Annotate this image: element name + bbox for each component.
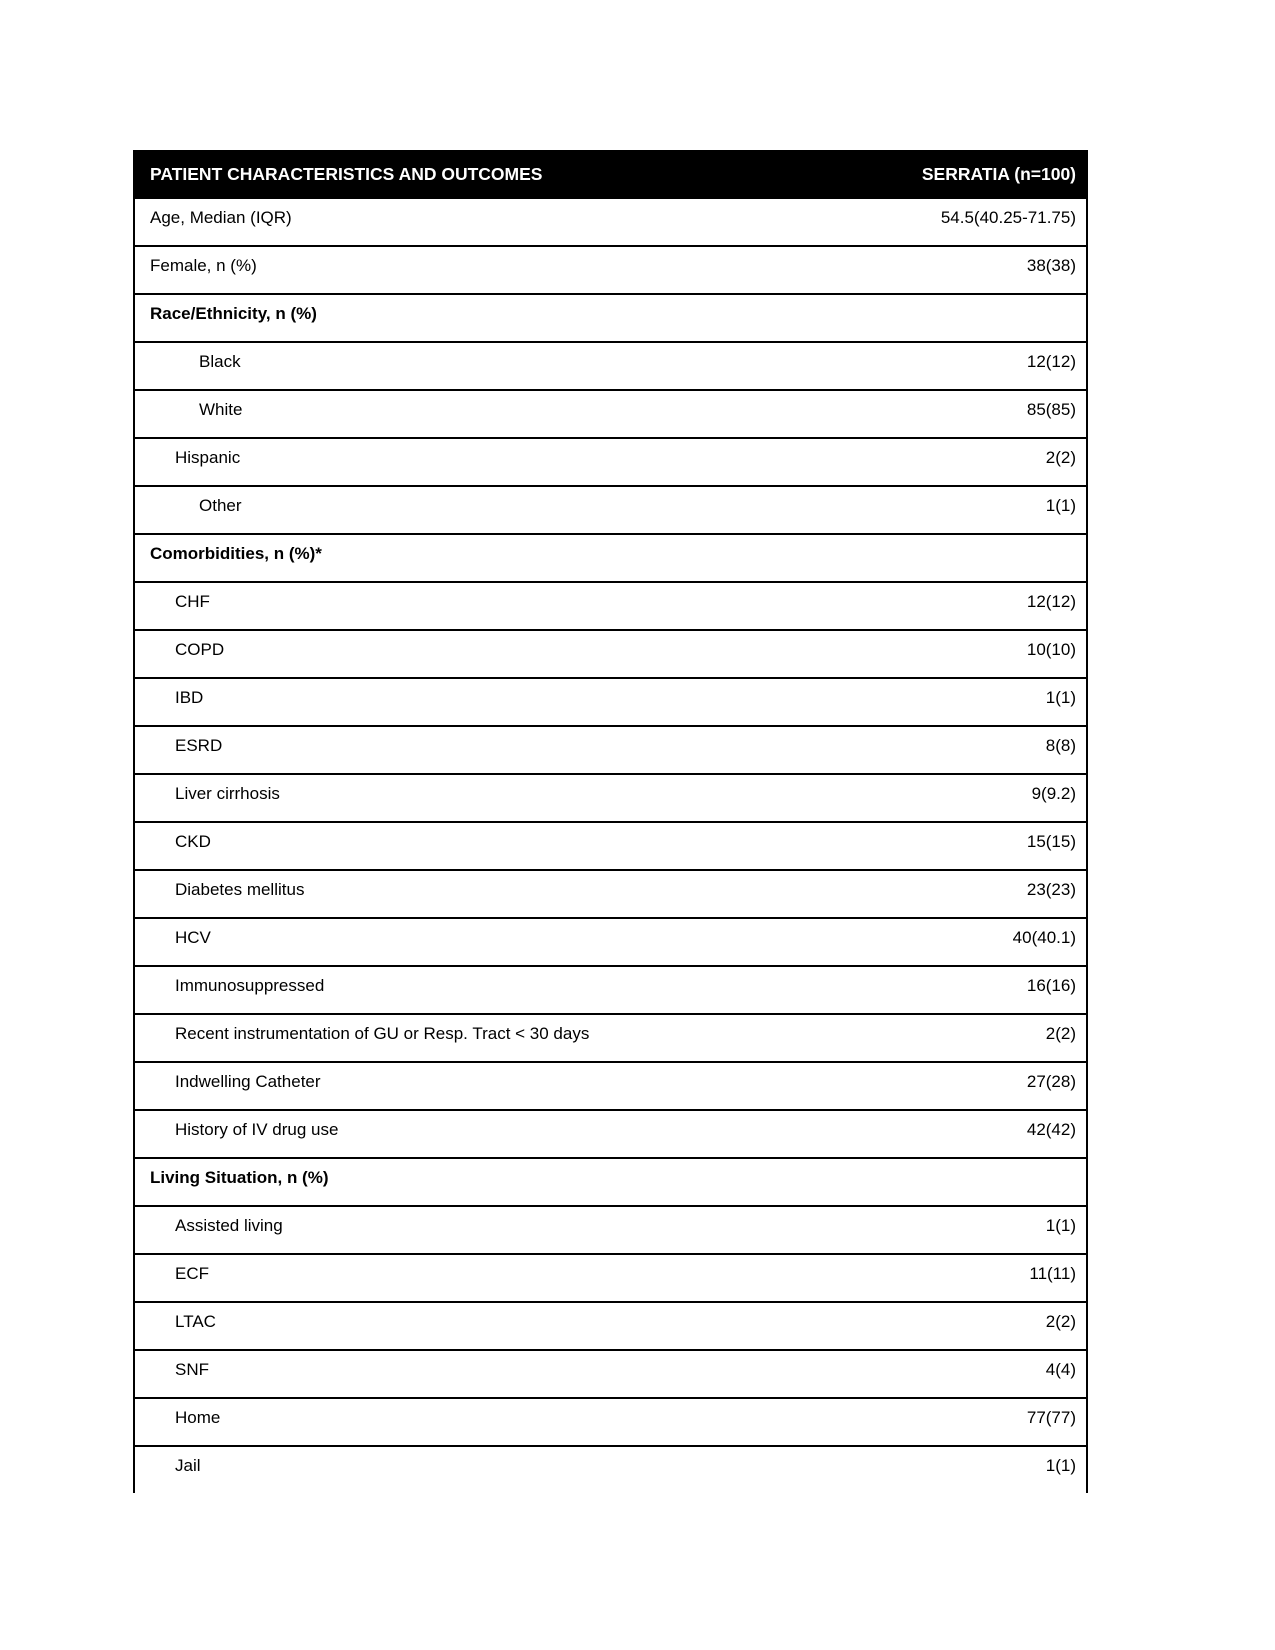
row-value: 77(77) xyxy=(1026,1408,1076,1427)
table-row xyxy=(135,1301,1086,1349)
row-value: 12(12) xyxy=(1026,352,1076,371)
row-value: 16(16) xyxy=(1026,976,1076,995)
table-row xyxy=(135,245,1086,293)
row-label: Black xyxy=(199,352,241,371)
table-row xyxy=(135,581,1086,629)
row-label: Diabetes mellitus xyxy=(175,880,305,899)
row-value: 12(12) xyxy=(1026,592,1076,611)
table-row xyxy=(135,437,1086,485)
table-row xyxy=(135,917,1086,965)
row-label: Comorbidities, n (%)* xyxy=(150,544,322,563)
row-label: CKD xyxy=(175,832,211,851)
row-label: Female, n (%) xyxy=(150,256,257,275)
row-value: 2(2) xyxy=(1045,1312,1076,1331)
row-label: SNF xyxy=(175,1360,209,1379)
row-value: 2(2) xyxy=(1045,1024,1076,1043)
row-value: 85(85) xyxy=(1026,400,1076,419)
row-label: CHF xyxy=(175,592,210,611)
row-value: 27(28) xyxy=(1026,1072,1076,1091)
row-value: 8(8) xyxy=(1045,736,1076,755)
table-row xyxy=(135,1397,1086,1445)
table-row xyxy=(135,1013,1086,1061)
table-row xyxy=(135,965,1086,1013)
table-row xyxy=(135,485,1086,533)
table-header-row xyxy=(135,152,1086,197)
row-value: 10(10) xyxy=(1026,640,1076,659)
table-row xyxy=(135,677,1086,725)
row-value: 40(40.1) xyxy=(1012,928,1076,947)
row-label: IBD xyxy=(175,688,204,707)
table-row xyxy=(135,1205,1086,1253)
row-value: 1(1) xyxy=(1045,1216,1076,1235)
table-row xyxy=(135,1157,1086,1205)
table-header-group-column: SERRATIA (n=100) xyxy=(921,164,1076,184)
row-label: Other xyxy=(199,496,242,515)
table-row xyxy=(135,1109,1086,1157)
row-label: ESRD xyxy=(175,736,223,755)
row-label: History of IV drug use xyxy=(175,1120,339,1139)
row-label: COPD xyxy=(175,640,225,659)
row-value: 23(23) xyxy=(1026,880,1076,899)
row-label: Recent instrumentation of GU or Resp. Tract < 30 days xyxy=(175,1024,590,1043)
table-row xyxy=(135,725,1086,773)
row-value: 4(4) xyxy=(1045,1360,1076,1379)
table-row xyxy=(135,341,1086,389)
row-label: Age, Median (IQR) xyxy=(150,208,292,227)
table-row xyxy=(135,773,1086,821)
patient-characteristics-table xyxy=(133,150,1088,1493)
row-label: White xyxy=(199,400,243,419)
row-label: LTAC xyxy=(175,1312,216,1331)
row-value: 1(1) xyxy=(1045,1456,1076,1475)
table-row xyxy=(135,629,1086,677)
row-value: 1(1) xyxy=(1045,496,1076,515)
table-row xyxy=(135,389,1086,437)
table-row xyxy=(135,821,1086,869)
table-row xyxy=(135,1445,1086,1493)
row-label: Jail xyxy=(175,1456,201,1475)
table-row xyxy=(135,1253,1086,1301)
row-value: 2(2) xyxy=(1045,448,1076,467)
row-label: Race/Ethnicity, n (%) xyxy=(150,304,317,323)
table-row xyxy=(135,1349,1086,1397)
row-label: Assisted living xyxy=(175,1216,283,1235)
row-value: 1(1) xyxy=(1045,688,1076,707)
row-value: 9(9.2) xyxy=(1031,784,1076,803)
row-label: Immunosuppressed xyxy=(175,976,325,995)
row-label: Liver cirrhosis xyxy=(175,784,280,803)
table-row xyxy=(135,293,1086,341)
row-value: 11(11) xyxy=(1029,1264,1076,1283)
row-label: Home xyxy=(175,1408,221,1427)
table-row xyxy=(135,197,1086,245)
row-value: 54.5(40.25-71.75) xyxy=(940,208,1076,227)
row-value: 42(42) xyxy=(1026,1120,1076,1139)
table-row xyxy=(135,533,1086,581)
row-label: ECF xyxy=(175,1264,209,1283)
table-header-title: PATIENT CHARACTERISTICS AND OUTCOMES xyxy=(150,164,543,184)
table-row xyxy=(135,1061,1086,1109)
row-label: Indwelling Catheter xyxy=(175,1072,321,1091)
row-label: HCV xyxy=(175,928,211,947)
row-label: Living Situation, n (%) xyxy=(150,1168,329,1187)
table-row xyxy=(135,869,1086,917)
row-label: Hispanic xyxy=(175,448,241,467)
table-body xyxy=(135,197,1086,1493)
row-value: 38(38) xyxy=(1026,256,1076,275)
row-value: 15(15) xyxy=(1026,832,1076,851)
